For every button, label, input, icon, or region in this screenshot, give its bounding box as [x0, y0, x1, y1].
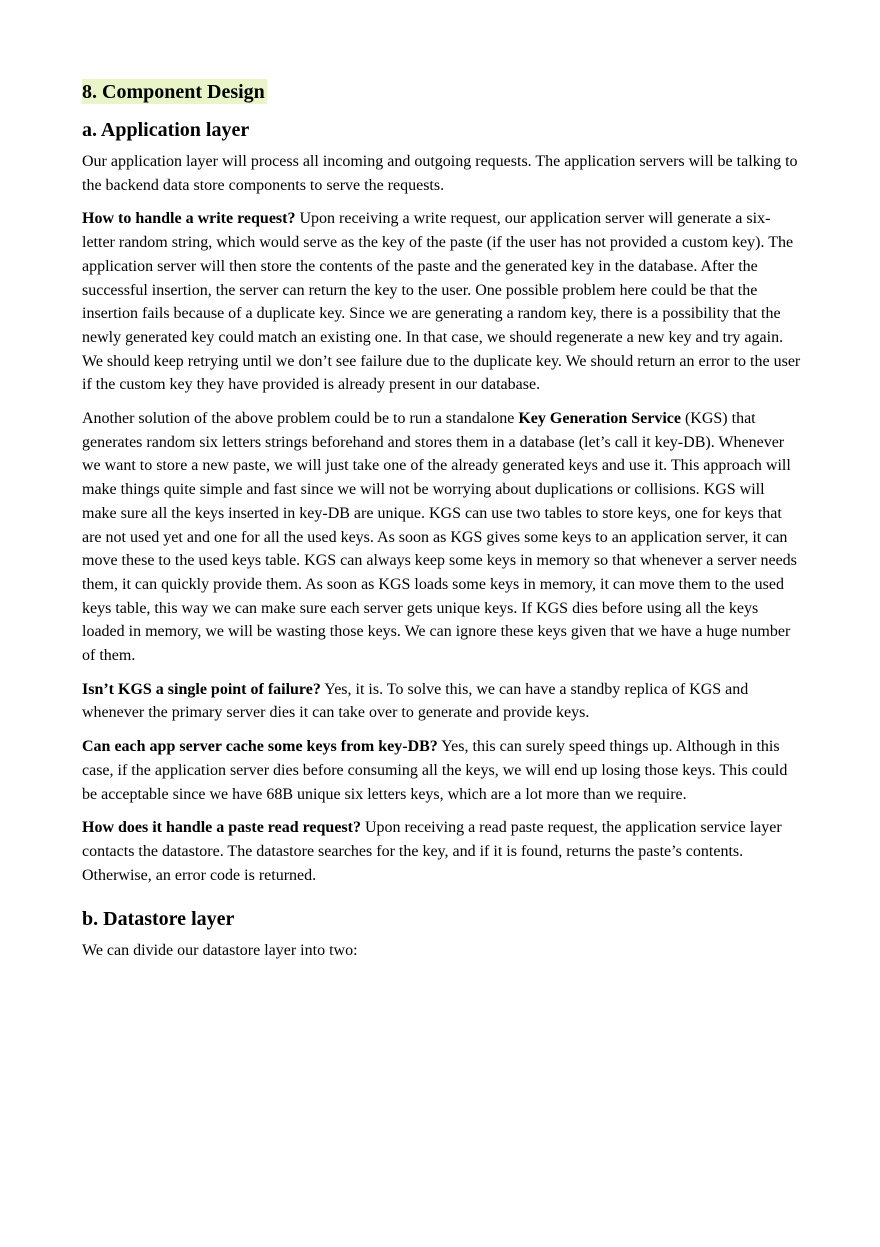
section-title	[82, 78, 802, 106]
spof-body: Yes, it is. To solve this, we can have a standby replica of KGS and whenever the primary server dies it can take over to generate and provide keys.	[82, 680, 749, 722]
application-layer-intro: Our application layer will process all incoming and outgoing requests. The application servers will be talking to the backend data store components to serve the requests.	[82, 153, 798, 194]
kgs-paragraph	[82, 407, 802, 668]
write-request-paragraph	[82, 207, 802, 397]
write-request-body: Upon receiving a write request, our application server will generate a six-letter random string, which would serve as the key of the paste (if the user has not provided a custom key). The application server will then store the contents of the paste and the generated key in the database. After the successful insertion, the server can return the key to the user. One possible problem here could be that the insertion fails because of a duplicate key. Since we are generating a random key, there is a possibility that the newly generated key could match an existing one. In that case, we should regenerate a new key and try again. We should keep retrying until we don’t see failure due to the duplicate key. We should return an error to the user if the custom key they have provided is already present in our database.	[82, 210, 801, 394]
cache-body: Yes, this can surely speed things up. Although in this case, if the application server dies before consuming all the keys, we will end up losing those keys. This could be acceptable since we have 68B unique six letters keys, which are a lot more than we require.	[82, 738, 788, 803]
read-request-lead: How does it handle a paste read request?	[82, 819, 361, 837]
spof-paragraph	[82, 678, 802, 725]
cache-lead: Can each app server cache some keys from key-DB?	[82, 738, 438, 756]
datastore-layer-intro: We can divide our datastore layer into two:	[82, 942, 358, 960]
datastore-layer-heading: b. Datastore layer	[82, 908, 235, 931]
read-request-body: Upon receiving a read paste request, the application service layer contacts the datastore. The datastore searches for the key, and if it is found, returns the paste’s contents. Otherwise, an error code is returned.	[82, 819, 782, 884]
document-page	[82, 78, 802, 973]
section-title-text: 8. Component Design	[82, 81, 265, 103]
spof-lead: Isn’t KGS a single point of failure?	[82, 680, 321, 698]
kgs-body: (KGS) that generates random six letters strings beforehand and stores them in a database (let’s call it key-DB). Whenever we want to store a new paste, we will just take one of the already generated keys and use it. This approach will make things quite simple and fast since we will not be worrying about duplications or collisions. KGS will make sure all the keys inserted in key-DB are unique. KGS can use two tables to store keys, one for keys that are not used yet and one for all the used keys. As soon as KGS gives some keys to an application server, it can move these to the used keys table. KGS can always keep some keys in memory so that whenever a server needs them, it can quickly provide them. As soon as KGS loads some keys in memory, it can move them to the used keys table, this way we can make sure each server gets unique keys. If KGS dies before using all the keys loaded in memory, we will be wasting those keys. We can ignore these keys given that we have a huge number of them.	[82, 410, 797, 665]
kgs-intro-text: Another solution of the above problem could be to run a standalone	[82, 410, 519, 428]
write-request-lead: How to handle a write request?	[82, 210, 296, 228]
application-layer-heading: a. Application layer	[82, 119, 250, 141]
kgs-term: Key Generation Service	[518, 410, 681, 428]
read-request-paragraph	[82, 816, 802, 887]
cache-paragraph	[82, 735, 802, 806]
